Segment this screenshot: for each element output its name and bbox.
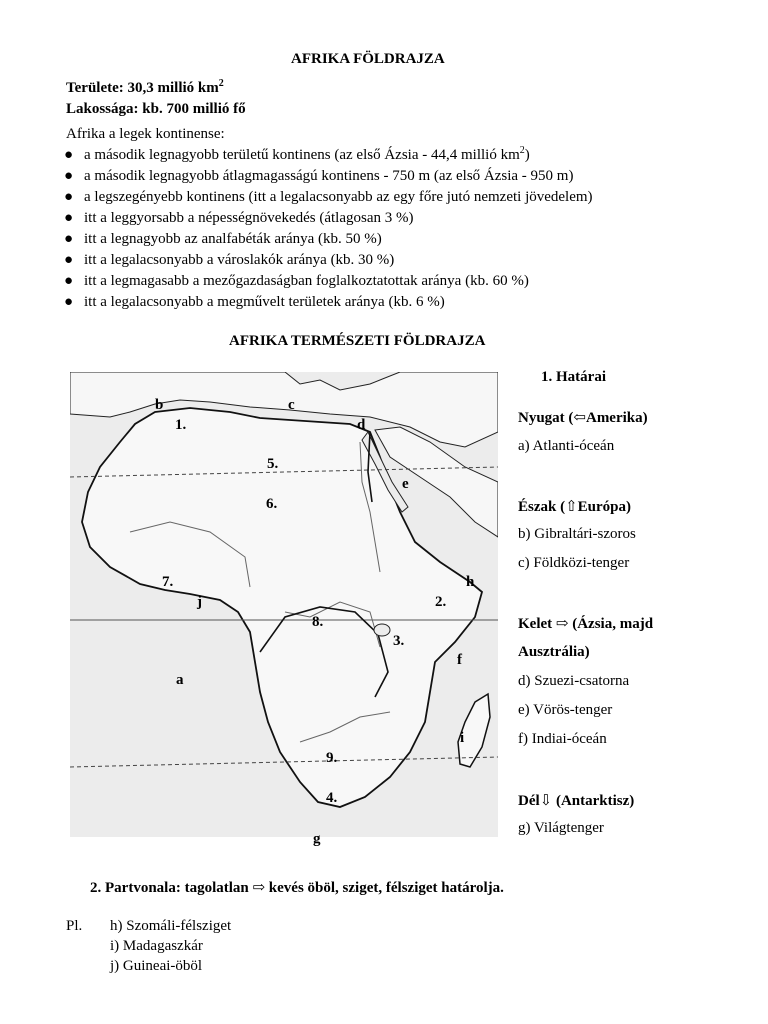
borders-south: Dél⇩ (Antarktisz) — [518, 793, 635, 809]
coast-h: h) Szomáli-félsziget — [110, 918, 232, 934]
area-superscript: 2 — [218, 78, 224, 89]
coast-i: i) Madagaszkár — [110, 938, 203, 954]
map-label-8: 8. — [312, 614, 324, 630]
bullet-item: ● a második legnagyobb átlagmagasságú kontinens - 750 m (az első Ázsia - 950 m) — [64, 168, 574, 184]
bullet-icon: ● — [64, 189, 74, 205]
map-label-a: a — [176, 672, 184, 688]
area-line — [66, 80, 224, 97]
borders-east-e: e) Vörös-tenger — [518, 702, 613, 718]
bullet-icon: ● — [64, 210, 74, 226]
map-label-h: h — [466, 574, 475, 590]
bullet-icon: ● — [64, 252, 74, 268]
borders-south-g: g) Világtenger — [518, 820, 604, 836]
bullet-icon: ● — [64, 147, 74, 163]
bullet-icon: ● — [64, 168, 74, 184]
borders-north-b: b) Gibraltári-szoros — [518, 526, 636, 542]
map-label-c: c — [288, 397, 295, 413]
borders-west-a: a) Atlanti-óceán — [518, 438, 615, 454]
page-title: AFRIKA FÖLDRAJZA — [291, 51, 445, 67]
map-label-9: 9. — [326, 750, 338, 766]
area-text: Területe: 30,3 millió km — [66, 80, 219, 96]
bullet-icon: ● — [64, 294, 74, 310]
map-label-7: 7. — [162, 574, 174, 590]
borders-east-d: d) Szuezi-csatorna — [518, 673, 630, 689]
bullet-icon: ● — [64, 273, 74, 289]
bullet-item: ● a második legnagyobb területű kontinens (az első Ázsia - 44,4 millió $km^2$) — [64, 145, 530, 163]
population-line: Lakossága: kb. 700 millió fő — [66, 101, 246, 117]
bullet-item: ● itt a legalacsonyabb a városlakók aránya (kb. 30 %) — [64, 252, 395, 268]
borders-north: Észak (⇧Európa) — [518, 499, 631, 515]
bullet-item: ● a legszegényebb kontinens (itt a legalacsonyabb az egy főre jutó nemzeti jövedelem) — [64, 189, 593, 205]
borders-east-f: f) Indiai-óceán — [518, 731, 607, 747]
borders-heading: 1. Határai — [541, 369, 606, 385]
map-label-b: b — [155, 397, 164, 413]
map-label-4: 4. — [326, 790, 338, 806]
map-label-d: d — [357, 417, 366, 433]
coast-j: j) Guineai-öböl — [110, 958, 203, 974]
bullet-item: ● itt a legmagasabb a mezőgazdaságban foglalkoztatottak aránya (kb. 60 %) — [64, 273, 529, 289]
coast-pl: Pl. — [66, 918, 83, 934]
map-label-5: 5. — [267, 456, 279, 472]
bullet-item: ● itt a leggyorsabb a népességnövekedés (átlagosan 3 %) — [64, 210, 414, 226]
map-label-e: e — [402, 476, 409, 492]
borders-east-2: Ausztrália) — [518, 644, 590, 660]
section-title: AFRIKA TERMÉSZETI FÖLDRAJZA — [229, 333, 486, 349]
map-label-f: f — [457, 652, 462, 668]
map-label-6: 6. — [266, 496, 278, 512]
borders-north-c: c) Földközi-tenger — [518, 555, 630, 571]
map-label-2: 2. — [435, 594, 447, 610]
map-label-1: 1. — [175, 417, 187, 433]
intro-line: Afrika a legek kontinense: — [66, 126, 225, 142]
bullet-icon: ● — [64, 231, 74, 247]
map-label-i: i — [460, 730, 465, 746]
africa-map-graphic — [70, 372, 498, 837]
borders-west: Nyugat (⇦Amerika) — [518, 410, 648, 426]
bullet-item: ● itt a legnagyobb az analfabéták aránya (kb. 50 %) — [64, 231, 382, 247]
coast-heading: 2. Partvonala: tagolatlan ⇨ kevés öböl, sziget, félsziget határolja. — [90, 880, 504, 896]
borders-east-1: Kelet ⇨ (Ázsia, majd — [518, 616, 654, 632]
map-label-3: 3. — [393, 633, 405, 649]
africa-map — [70, 372, 498, 837]
map-label-j: j — [197, 594, 202, 610]
map-label-g: g — [313, 831, 321, 847]
bullet-item: ● itt a legalacsonyabb a megművelt területek aránya (kb. 6 %) — [64, 294, 445, 310]
